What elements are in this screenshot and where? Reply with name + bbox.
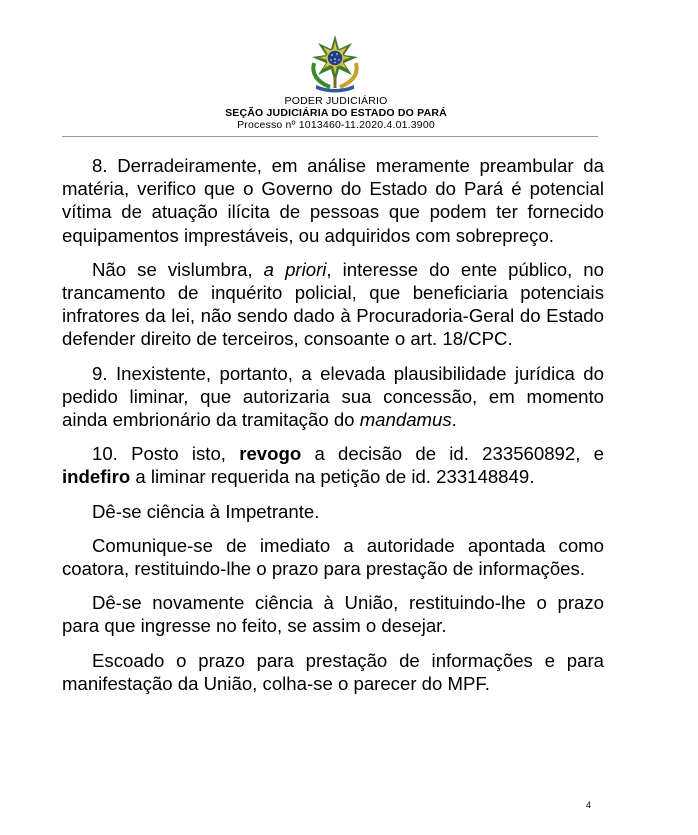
paragraph-ciencia-uniao: Dê-se novamente ciência à União, restituindo-lhe o prazo para que ingresse no feito, se assim o desejar.	[62, 592, 604, 637]
header-divider	[62, 136, 598, 137]
paragraph-text: 9. Inexistente, portanto, a elevada plausibilidade jurídica do pedido liminar, que autorizaria sua concessão, em momento ainda embrionário da tramitação do	[62, 362, 604, 431]
paragraph-9	[62, 362, 604, 432]
paragraph-10	[62, 442, 604, 488]
header-process-number: Processo nº 1013460-11.2020.4.01.3900	[237, 119, 435, 131]
paragraph-text: , interesse do ente público, no trancamento de inquérito policial, que beneficiaria potenciais infratores da lei, não sendo dado à Procuradoria-Geral do Estado defender direito de terceiros, consoante o art. 18/CPC.	[62, 258, 604, 350]
paragraph-escoado: Escoado o prazo para prestação de informações e para manifestação da União, colha-se o parecer do MPF.	[62, 649, 604, 694]
italic-term: mandamus	[359, 409, 452, 431]
paragraph-comunique: Comunique-se de imediato a autoridade apontada como coatora, restituindo-lhe o prazo para prestação de informações.	[62, 534, 604, 580]
header-court-name: PODER JUDICIÁRIO	[284, 95, 388, 107]
header-section-name: SEÇÃO JUDICIÁRIA DO ESTADO DO PARÁ	[225, 107, 447, 119]
document-body	[62, 154, 604, 695]
paragraph-text: a decisão de id. 233560892, e	[301, 443, 604, 465]
bold-term: indefiro	[62, 466, 131, 488]
paragraph-text: 10. Posto isto,	[92, 443, 240, 465]
paragraph-8: 8. Derradeiramente, em análise meramente preambular da matéria, verifico que o Governo do Estado do Pará é potencial vítima de atuação ilícita de pessoas que podem ter fornecido equipamentos imprestáveis, ou adquiridos com sobrepreço.	[62, 155, 604, 246]
paragraph-ciencia-impetrante: Dê-se ciência à Impetrante.	[92, 500, 320, 522]
paragraph-text: Não se vislumbra,	[92, 258, 264, 280]
italic-term: a priori	[263, 258, 327, 280]
paragraph-text: .	[451, 409, 457, 431]
paragraph-priori	[62, 258, 604, 351]
page-number: 4	[586, 800, 592, 810]
coat-of-arms-icon	[300, 33, 370, 93]
document-header	[0, 0, 698, 140]
bold-term: revogo	[239, 443, 302, 465]
paragraph-text: a liminar requerida na petição de id. 233148849.	[130, 466, 535, 488]
